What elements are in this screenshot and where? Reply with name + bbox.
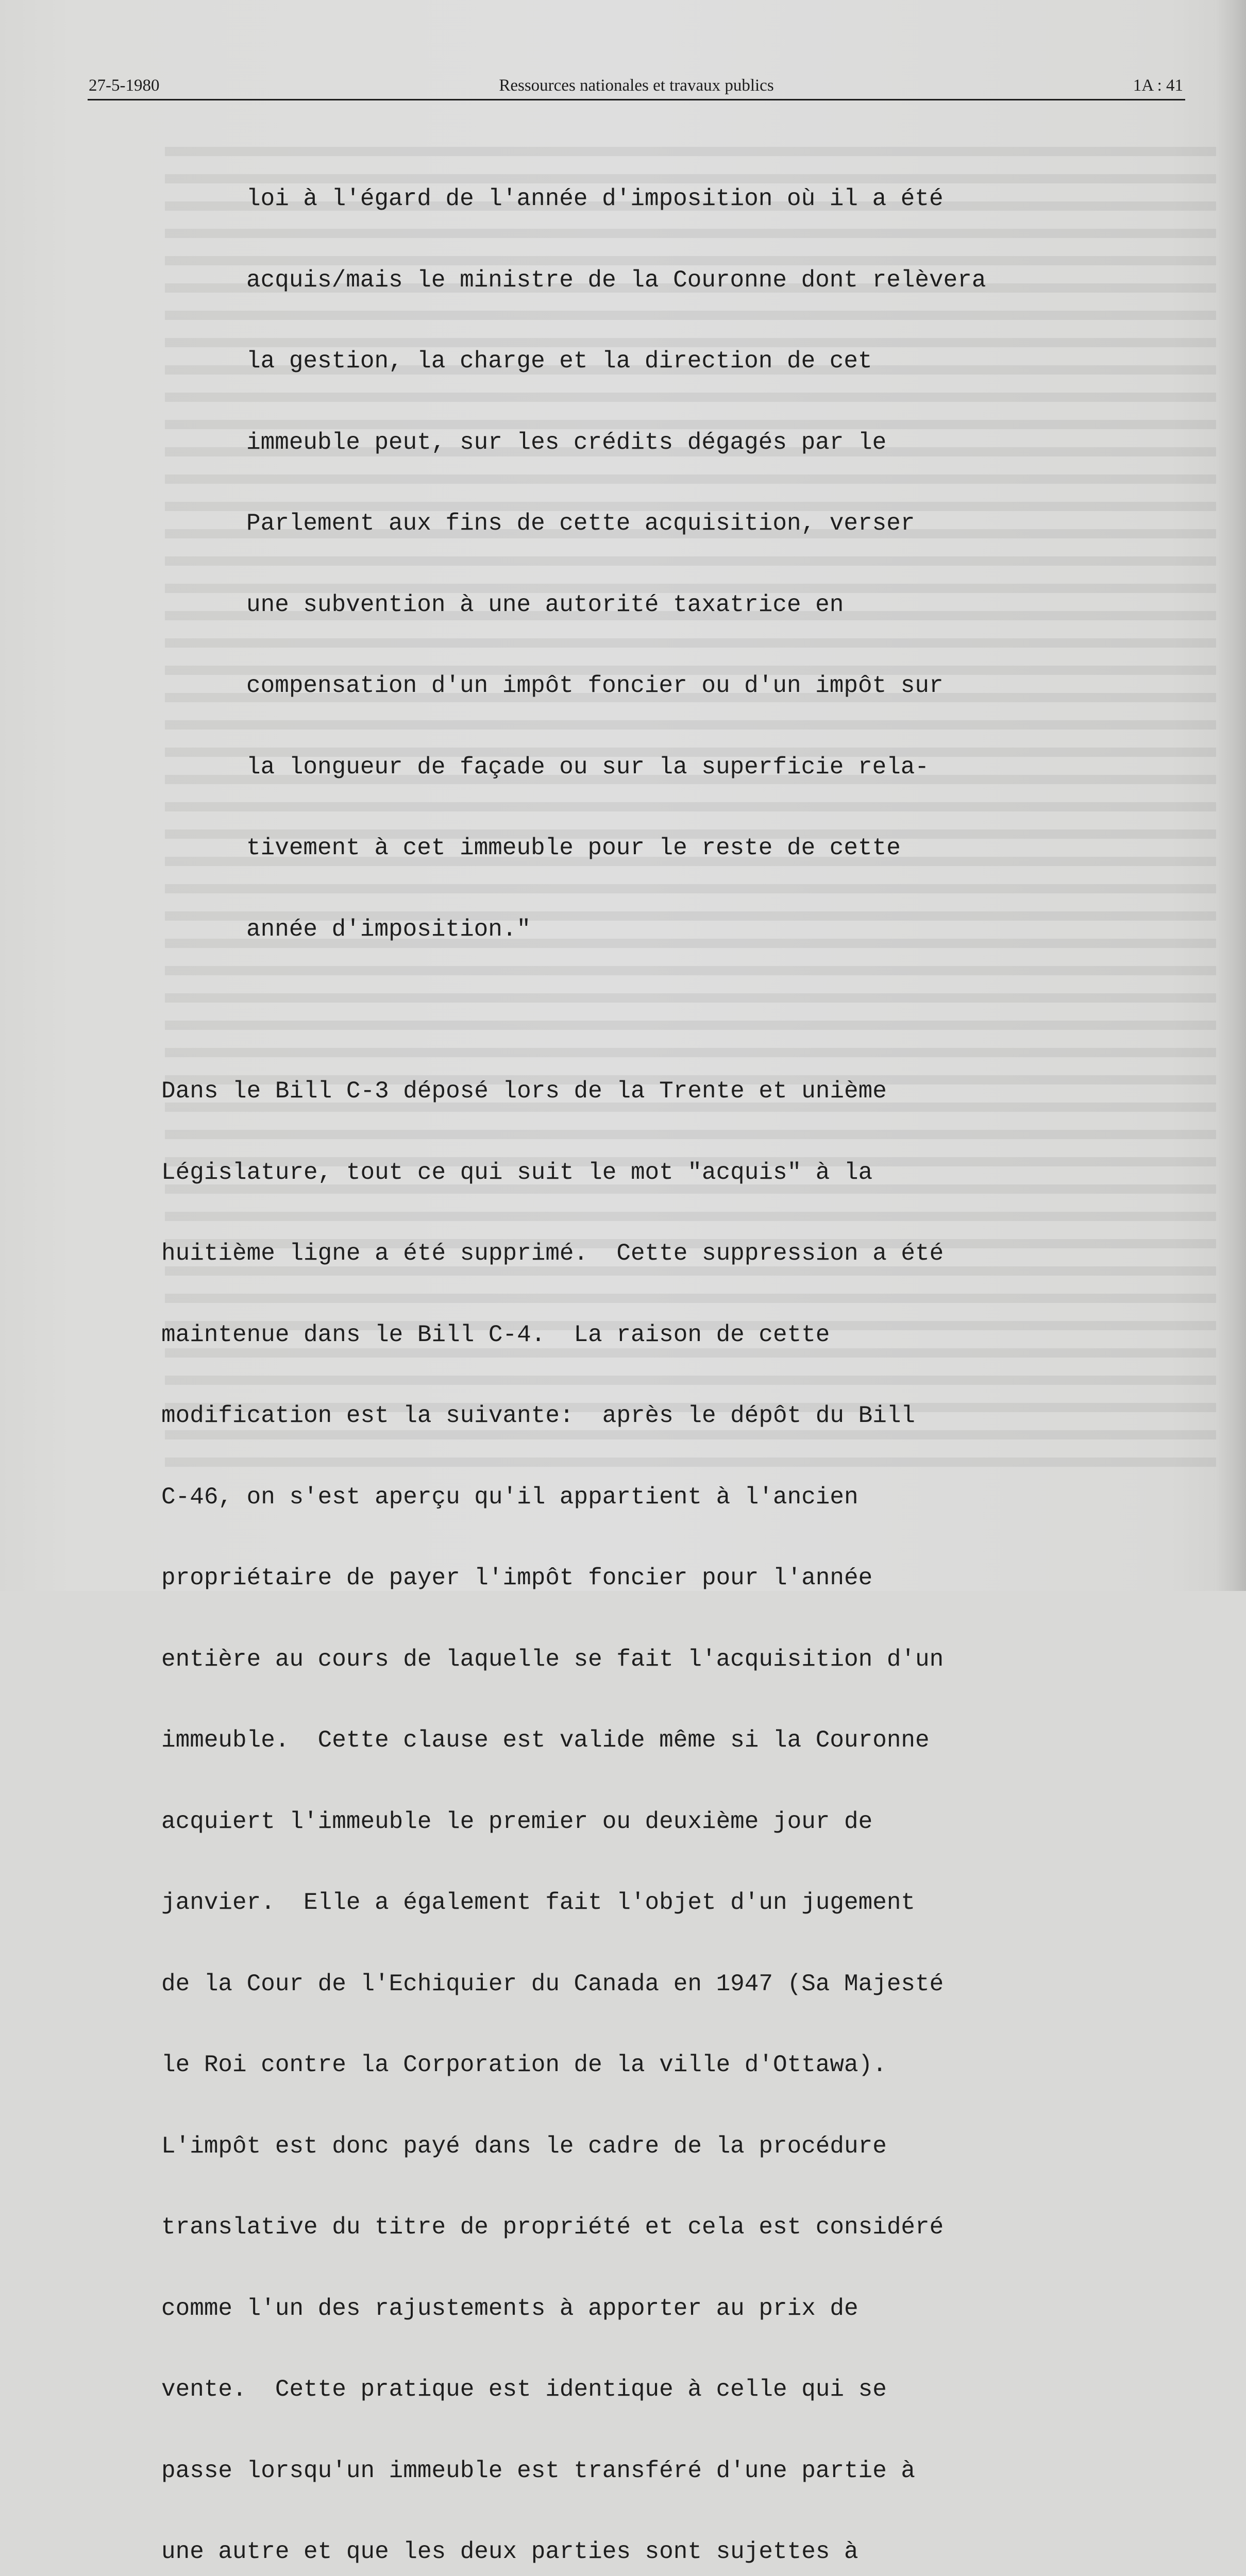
text-line: tivement à cet immeuble pour le reste de cette [246,835,901,861]
text-line: huitième ligne a été supprimé. Cette suppression a été [161,1240,944,1267]
paragraph-bill-c3 [161,1024,1171,2576]
text-line: loi à l'égard de l'année d'imposition où il a été [246,185,944,212]
text-line: entière au cours de laquelle se fait l'acquisition d'un [161,1646,944,1673]
text-line: immeuble. Cette clause est valide même si la Couronne [161,1727,930,1754]
text-line: une subvention à une autorité taxatrice en [246,591,844,618]
text-line: Dans le Bill C-3 déposé lors de la Trente et unième [161,1078,887,1105]
text-line: une autre et que les deux parties sont sujettes à [161,2538,858,2565]
page-edge-shadow [1215,0,1246,1591]
text-line: C-46, on s'est aperçu qu'il appartient à l'ancien [161,1483,858,1511]
text-line: acquiert l'immeuble le premier ou deuxième jour de [161,1808,873,1835]
text-line: la longueur de façade ou sur la superficie rela- [246,753,930,781]
text-line: comme l'un des rajustements à apporter au prix de [161,2295,858,2322]
text-line: acquis/mais le ministre de la Couronne dont relèvera [246,266,986,294]
text-line: janvier. Elle a également fait l'objet d'un jugement [161,1889,916,1916]
document-body [161,131,1171,2576]
text-line: L'impôt est donc payé dans le cadre de la procédure [161,2132,887,2160]
text-line: modification est la suivante: après le dépôt du Bill [161,1402,916,1429]
text-line: Législature, tout ce qui suit le mot "acquis" à la [161,1159,873,1186]
text-line: vente. Cette pratique est identique à celle qui se [161,2376,887,2403]
text-line: de la Cour de l'Echiquier du Canada en 1947 (Sa Majesté [161,1970,944,1997]
text-line: immeuble peut, sur les crédits dégagés par le [246,429,887,456]
text-line: propriétaire de payer l'impôt foncier pour l'année [161,1565,873,1591]
header-title: Ressources nationales et travaux publics [499,76,774,95]
text-line: Parlement aux fins de cette acquisition, verser [246,510,915,537]
text-line: passe lorsqu'un immeuble est transféré d'une partie à [161,2457,916,2484]
text-line: compensation d'un impôt foncier ou d'un impôt sur [246,672,944,699]
text-line: année d'imposition." [246,916,531,943]
quoted-provision [161,131,1171,997]
header-date: 27-5-1980 [89,76,160,95]
page-header [88,74,1185,100]
header-page-number: 1A : 41 [1133,76,1183,95]
text-line: translative du titre de propriété et cela est considéré [161,2214,944,2241]
text-line: maintenue dans le Bill C-4. La raison de cette [161,1321,830,1348]
text-line: la gestion, la charge et la direction de cet [246,348,872,375]
text-line: le Roi contre la Corporation de la ville d'Ottawa). [161,2052,887,2078]
